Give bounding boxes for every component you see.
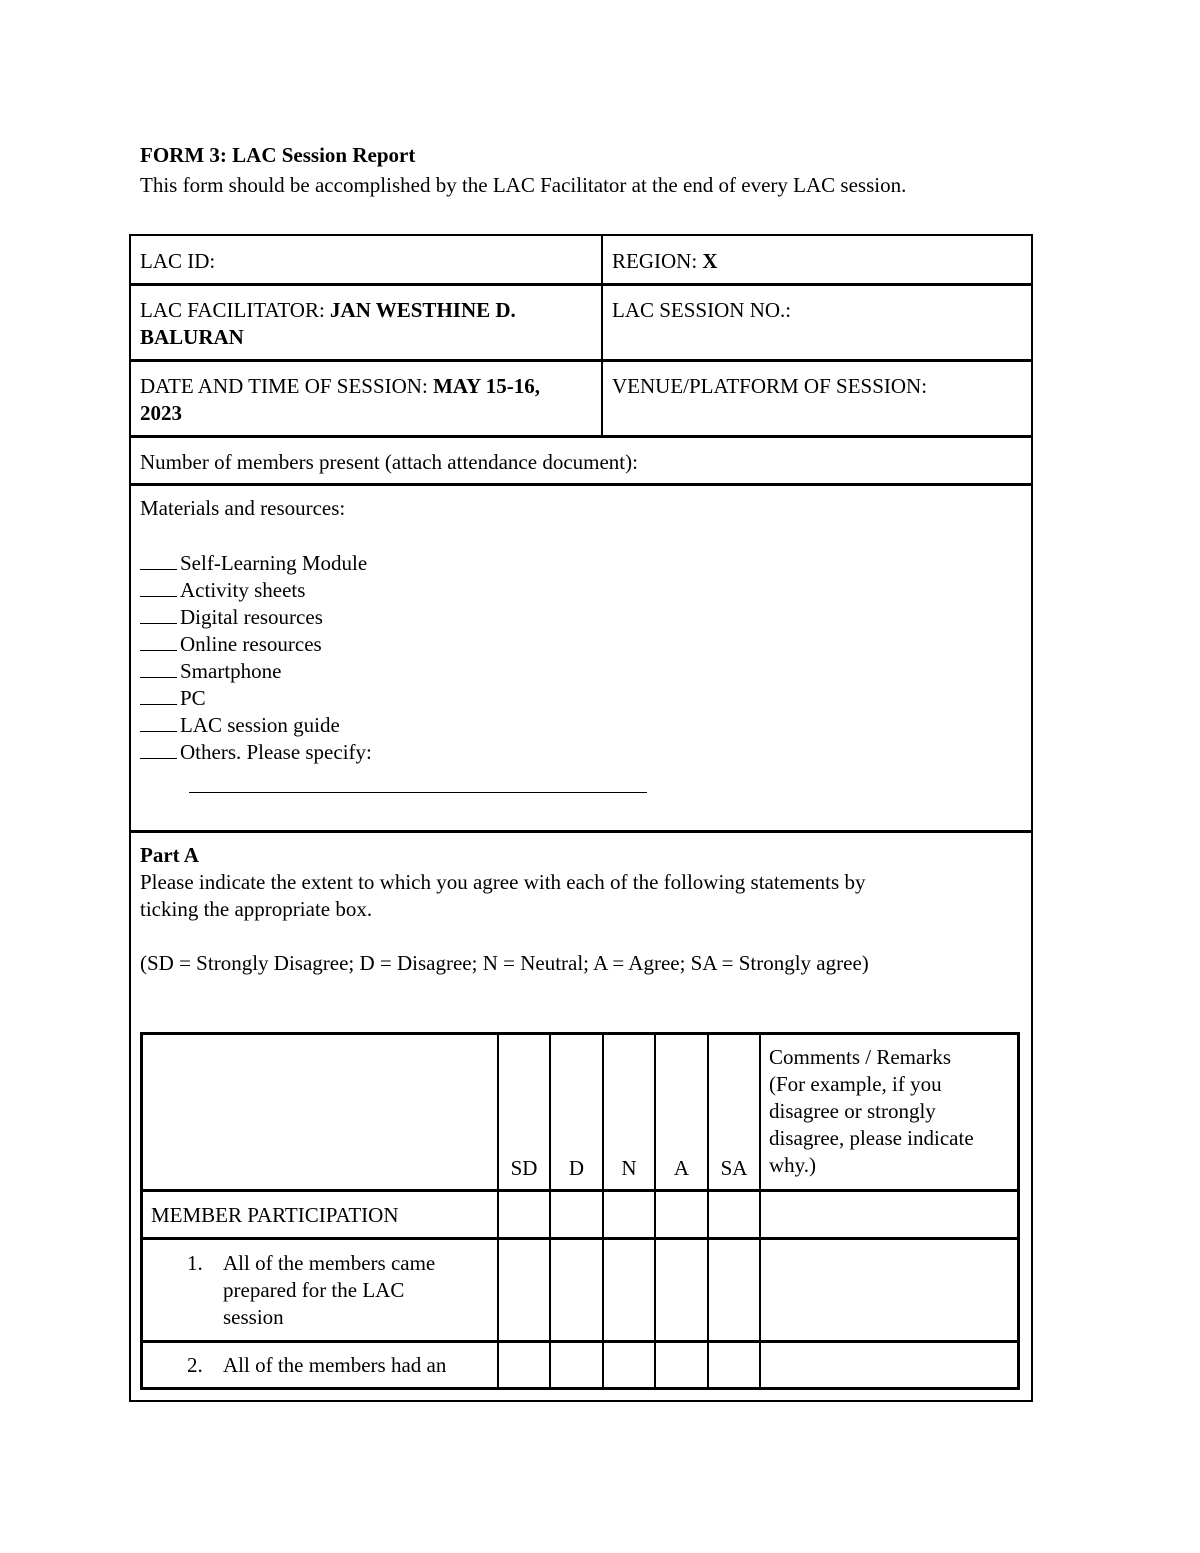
part-a-instruction-line2: ticking the appropriate box. [140,897,373,921]
comments-header: Comments / Remarks (For example, if you disagree or strongly disagree, please indicate why.) [769,1045,974,1177]
column-divider [707,1035,709,1387]
material-item: Online resources [140,631,372,658]
lac-id-label: LAC ID: [140,249,216,273]
item-text: All of the members came prepared for the LAC session [223,1251,436,1329]
facilitator-value-line2: BALURAN [140,325,244,349]
item-number: 2. [187,1353,203,1377]
members-field [140,449,638,476]
checkbox-blank[interactable] [140,739,177,759]
facilitator-label: LAC FACILITATOR: [140,298,325,322]
column-divider [549,1035,551,1387]
materials-label: Materials and resources: [140,496,346,520]
date-label: DATE AND TIME OF SESSION: [140,374,428,398]
section-member-participation: MEMBER PARTICIPATION [151,1203,399,1227]
part-a [140,842,1000,977]
divider [131,359,1031,362]
rating-legend: (SD = Strongly Disagree; D = Disagree; N = Neutral; A = Agree; SA = Strongly agree) [140,951,869,975]
material-item: Others. Please specify: [140,739,372,766]
checkbox-blank[interactable] [140,631,177,651]
part-a-heading: Part A [140,843,199,867]
form-title: FORM 3: LAC Session Report [140,143,416,167]
column-header-sd: SD [510,1156,538,1180]
part-a-instruction-line1: Please indicate the extent to which you agree with each of the following statements by [140,870,866,894]
divider [131,283,1031,286]
date-value-line2: 2023 [140,401,182,425]
checkbox-blank[interactable] [140,685,177,705]
rating-table [140,1032,1020,1390]
column-header-a: A [673,1156,690,1180]
divider [131,830,1031,833]
specify-input-line[interactable] [189,792,647,793]
column-divider [601,236,603,436]
material-item: PC [140,685,372,712]
members-label: Number of members present (attach attendance document): [140,450,638,474]
divider [131,435,1031,438]
checkbox-blank[interactable] [140,658,177,678]
material-item: Self-Learning Module [140,550,372,577]
column-divider [654,1035,656,1387]
column-header-sa: SA [720,1156,748,1180]
column-divider [602,1035,604,1387]
report-table [129,234,1033,1402]
material-item: LAC session guide [140,712,372,739]
materials-list [140,550,372,766]
venue-field [612,373,927,400]
region-field [612,248,718,275]
date-field [140,373,540,427]
checkbox-blank[interactable] [140,577,177,597]
date-value-line1: MAY 15-16, [433,374,541,398]
checkbox-blank[interactable] [140,604,177,624]
row-divider [143,1237,1017,1240]
form-subtitle: This form should be accomplished by the LAC Facilitator at the end of every LAC session. [140,173,907,197]
column-divider [497,1035,499,1387]
item-text: All of the members had an [223,1353,447,1377]
item-number: 1. [187,1251,203,1275]
lac-id-field [140,248,215,275]
material-item: Activity sheets [140,577,372,604]
checkbox-blank[interactable] [140,712,177,732]
material-item: Smartphone [140,658,372,685]
facilitator-field [140,297,516,351]
checkbox-blank[interactable] [140,550,177,570]
divider [131,483,1031,486]
column-header-d: D [568,1156,585,1180]
material-item: Digital resources [140,604,372,631]
row-divider [143,1340,1017,1343]
session-no-field [612,297,791,324]
row-divider [143,1189,1017,1192]
session-no-label: LAC SESSION NO.: [612,298,792,322]
column-header-n: N [621,1156,637,1180]
region-label: REGION: [612,249,698,273]
column-divider [759,1035,761,1387]
region-value: X [702,249,718,273]
facilitator-value-line1: JAN WESTHINE D. [330,298,516,322]
venue-label: VENUE/PLATFORM OF SESSION: [612,374,928,398]
